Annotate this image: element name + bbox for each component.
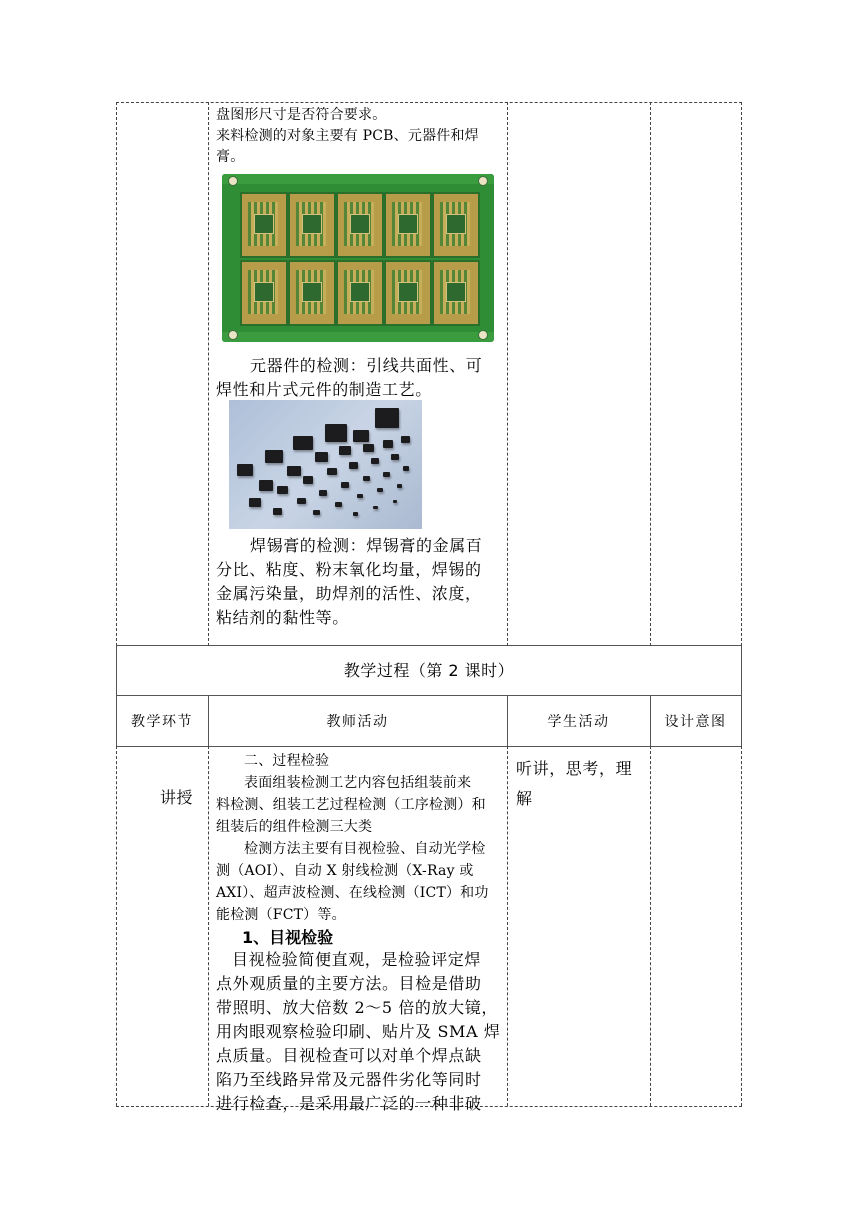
text-line: 焊性和片式元件的制造工艺。 [216,380,432,399]
visual-inspection-heading: 1、目视检验 [242,928,334,947]
text-line: AXI）、超声波检测、在线检测（ICT）和功 [216,885,489,901]
header-teacher: 教师活动 [326,714,389,730]
body-divider-1 [208,746,209,1106]
header-bottom-border [116,746,742,747]
text-line: 膏。 [216,149,245,165]
text-line: 进行检查，是采用最广泛的一种非破 [216,1094,482,1113]
text-line: 粘结剂的黏性等。 [216,608,349,627]
col-divider-3 [650,102,651,646]
text-line: 组装后的组件检测三大类 [216,819,373,835]
text-line: 检测方法主要有目视检验、自动光学检 [244,841,486,857]
smd-components-image [229,400,422,529]
col-divider-1 [208,102,209,646]
table-top-border [116,102,742,103]
text-line: 陷乃至线路异常及元器件劣化等同时 [216,1070,482,1089]
text-line: 分比、粘度、粉末氧化均量，焊锡的 [216,560,482,579]
text-line: 表面组装检测工艺内容包括组装前来 [244,775,472,791]
body-divider-2 [507,746,508,1106]
col-right-border [741,102,742,646]
col-divider-2 [507,102,508,646]
visual-inspection-text [216,948,504,1116]
text-line: 来料检测的对象主要有 PCB、元器件和焊 [216,128,479,144]
text-line: 金属污染量，助焊剂的活性、浓度， [216,584,482,603]
header-design: 设计意图 [664,714,727,730]
stage-cell: 讲授 [160,788,194,807]
components-inspection-text [216,354,502,402]
text-line: 解 [516,789,533,808]
text-line: 目视检验简便直观，是检验评定焊 [232,950,482,969]
header-stage: 教学环节 [131,714,193,730]
text-line: 料检测、组装工艺过程检测（工序检测）和 [216,797,486,813]
solder-paste-inspection-text [216,534,502,630]
text-line: 盘图形尺寸是否符合要求。 [216,107,387,123]
text-line: 用肉眼观察检验印刷、贴片及 SMA 焊 [216,1022,501,1041]
body-left-border [116,746,117,1106]
text-line: 带照明、放大倍数 2～5 倍的放大镜， [216,998,498,1017]
teacher-activity-intro [216,750,504,926]
text-line: 元器件的检测：引线共面性、可 [250,356,483,375]
text-line: 点外观质量的主要方法。目检是借助 [216,974,482,993]
incoming-inspection-text [216,105,502,168]
col-left-border [116,102,117,646]
text-line: 能检测（FCT）等。 [216,907,346,923]
text-line: 听讲，思考，理 [516,759,633,778]
text-line: 点质量。目视检查可以对单个焊点缺 [216,1046,482,1065]
header-right-border [741,695,742,746]
text-line: 二、过程检验 [244,753,330,769]
text-line: 测（AOI）、自动 X 射线检测（X-Ray 或 [216,863,474,879]
student-activity-cell [516,754,644,814]
pcb-panel-image [222,174,494,342]
body-right-border [741,746,742,1106]
header-student: 学生活动 [547,714,610,730]
section-title: 教学过程（第 2 课时） [343,661,515,680]
section-top-border [116,645,742,646]
section-bottom-border [116,695,742,696]
body-divider-3 [650,746,651,1106]
text-line: 焊锡膏的检测：焊锡膏的金属百 [250,536,483,555]
